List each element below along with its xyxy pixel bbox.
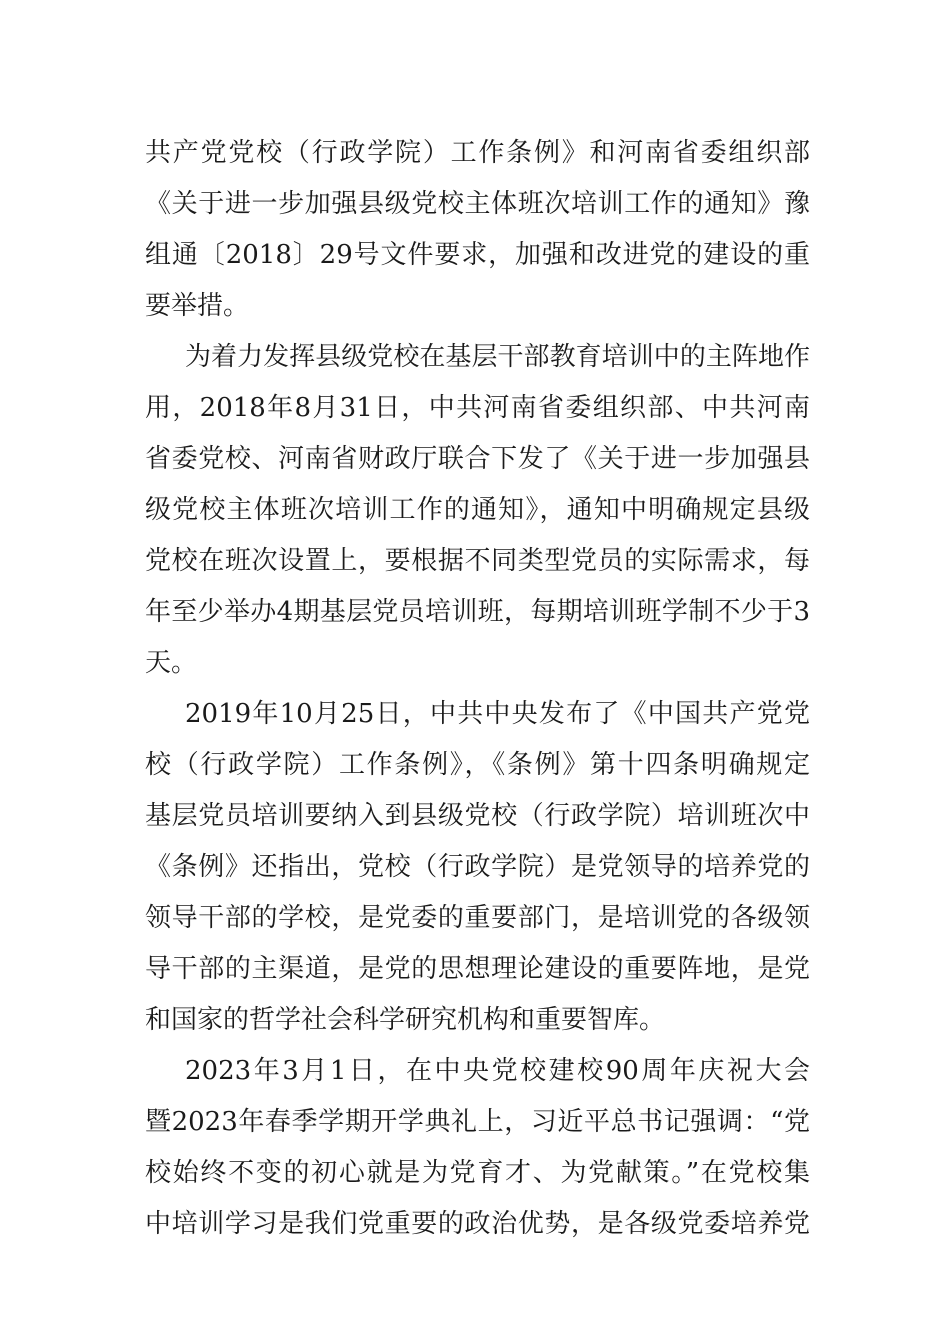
text-line: 省委党校、河南省财政厅联合下发了《关于进一步加强县 <box>145 444 810 474</box>
text-line: 基层党员培训要纳入到县级党校（行政学院）培训班次中 <box>145 801 810 831</box>
text-line: 组通〔2018〕29号文件要求，加强和改进党的建设的重 <box>145 240 810 270</box>
text-line: 党校在班次设置上，要根据不同类型党员的实际需求，每 <box>145 546 810 576</box>
text-line: 校（行政学院）工作条例》，《条例》第十四条明确规定 <box>145 750 810 780</box>
text-line: 用，2018年8月31日，中共河南省委组织部、中共河南 <box>145 393 810 423</box>
text-line: 共产党党校（行政学院）工作条例》和河南省委组织部 <box>145 138 810 168</box>
text-line: 要举措。 <box>145 291 250 321</box>
text-line: 为着力发挥县级党校在基层干部教育培训中的主阵地作 <box>185 342 810 372</box>
text-line: 级党校主体班次培训工作的通知》，通知中明确规定县级 <box>145 495 810 525</box>
text-line: 校始终不变的初心就是为党育才、为党献策。”在党校集 <box>145 1158 810 1188</box>
text-line: 中培训学习是我们党重要的政治优势，是各级党委培养党 <box>145 1209 810 1239</box>
paragraph-2 <box>145 332 810 689</box>
text-line: 暨2023年春季学期开学典礼上，习近平总书记强调：“党 <box>145 1107 810 1137</box>
paragraph-1 <box>145 128 810 332</box>
text-line: 2023年3月1日，在中央党校建校90周年庆祝大会 <box>185 1056 810 1086</box>
text-line: 和国家的哲学社会科学研究机构和重要智库。 <box>145 1005 666 1035</box>
paragraph-4 <box>145 1046 810 1250</box>
text-line: 年至少举办4期基层党员培训班，每期培训班学制不少于3 <box>145 597 810 627</box>
text-line: 天。 <box>145 648 198 678</box>
text-line: 领导干部的学校，是党委的重要部门，是培训党的各级领 <box>145 903 810 933</box>
text-line: 导干部的主渠道，是党的思想理论建设的重要阵地，是党 <box>145 954 810 984</box>
text-line: 2019年10月25日，中共中央发布了《中国共产党党 <box>185 699 810 729</box>
text-line: 《关于进一步加强县级党校主体班次培训工作的通知》豫 <box>145 189 810 219</box>
paragraph-3 <box>145 689 810 1046</box>
document-body <box>145 128 810 1250</box>
text-line: 《条例》还指出，党校（行政学院）是党领导的培养党的 <box>145 852 810 882</box>
